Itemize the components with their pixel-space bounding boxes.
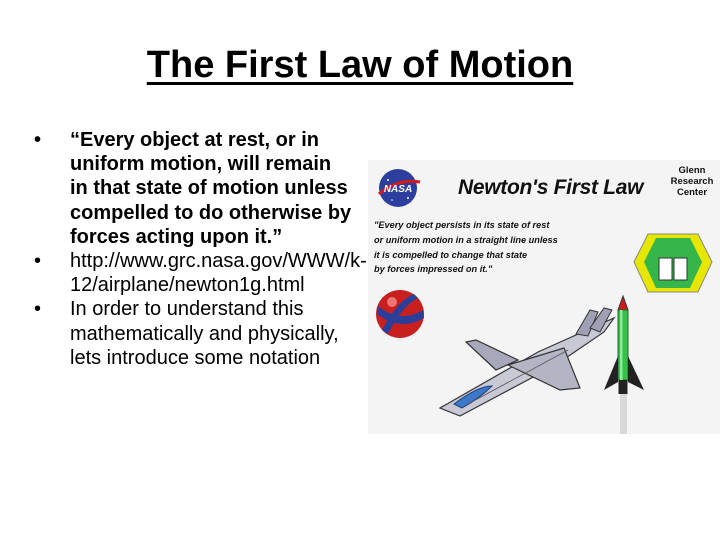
slide-title: The First Law of Motion: [146, 44, 574, 86]
figure-art: [368, 160, 720, 434]
svg-text:NASA: NASA: [383, 184, 413, 195]
bullet-list: [34, 128, 367, 370]
bullet-link[interactable]: • http://www.grc.nasa.gov/WWW/k-12/airplane/newton1g.html: [34, 249, 352, 297]
bullet-quote: • “Every object at rest, or in uniform motion, will remain in that state of motion unless compelled to do otherwise by forces acting upon it.”: [34, 128, 352, 249]
rocket-icon: [604, 296, 644, 434]
nasa-logo: [379, 169, 420, 207]
glenn-research-center-label: Glenn Research Center: [670, 165, 714, 198]
jet-aircraft-icon: [440, 308, 614, 416]
newton-first-law-figure: [368, 160, 720, 434]
bullet-notation: • In order to understand this mathematically and physically, lets introduce some notation: [34, 297, 352, 370]
ball-icon: [376, 290, 424, 338]
figure-quote: "Every object persists in its state of rest or uniform motion in a straight line unless it is compelled to change that state by forces impressed on it.": [374, 220, 558, 275]
figure-heading: Newton's First Law: [458, 176, 644, 199]
hexagon-panel-icon: [634, 234, 712, 292]
